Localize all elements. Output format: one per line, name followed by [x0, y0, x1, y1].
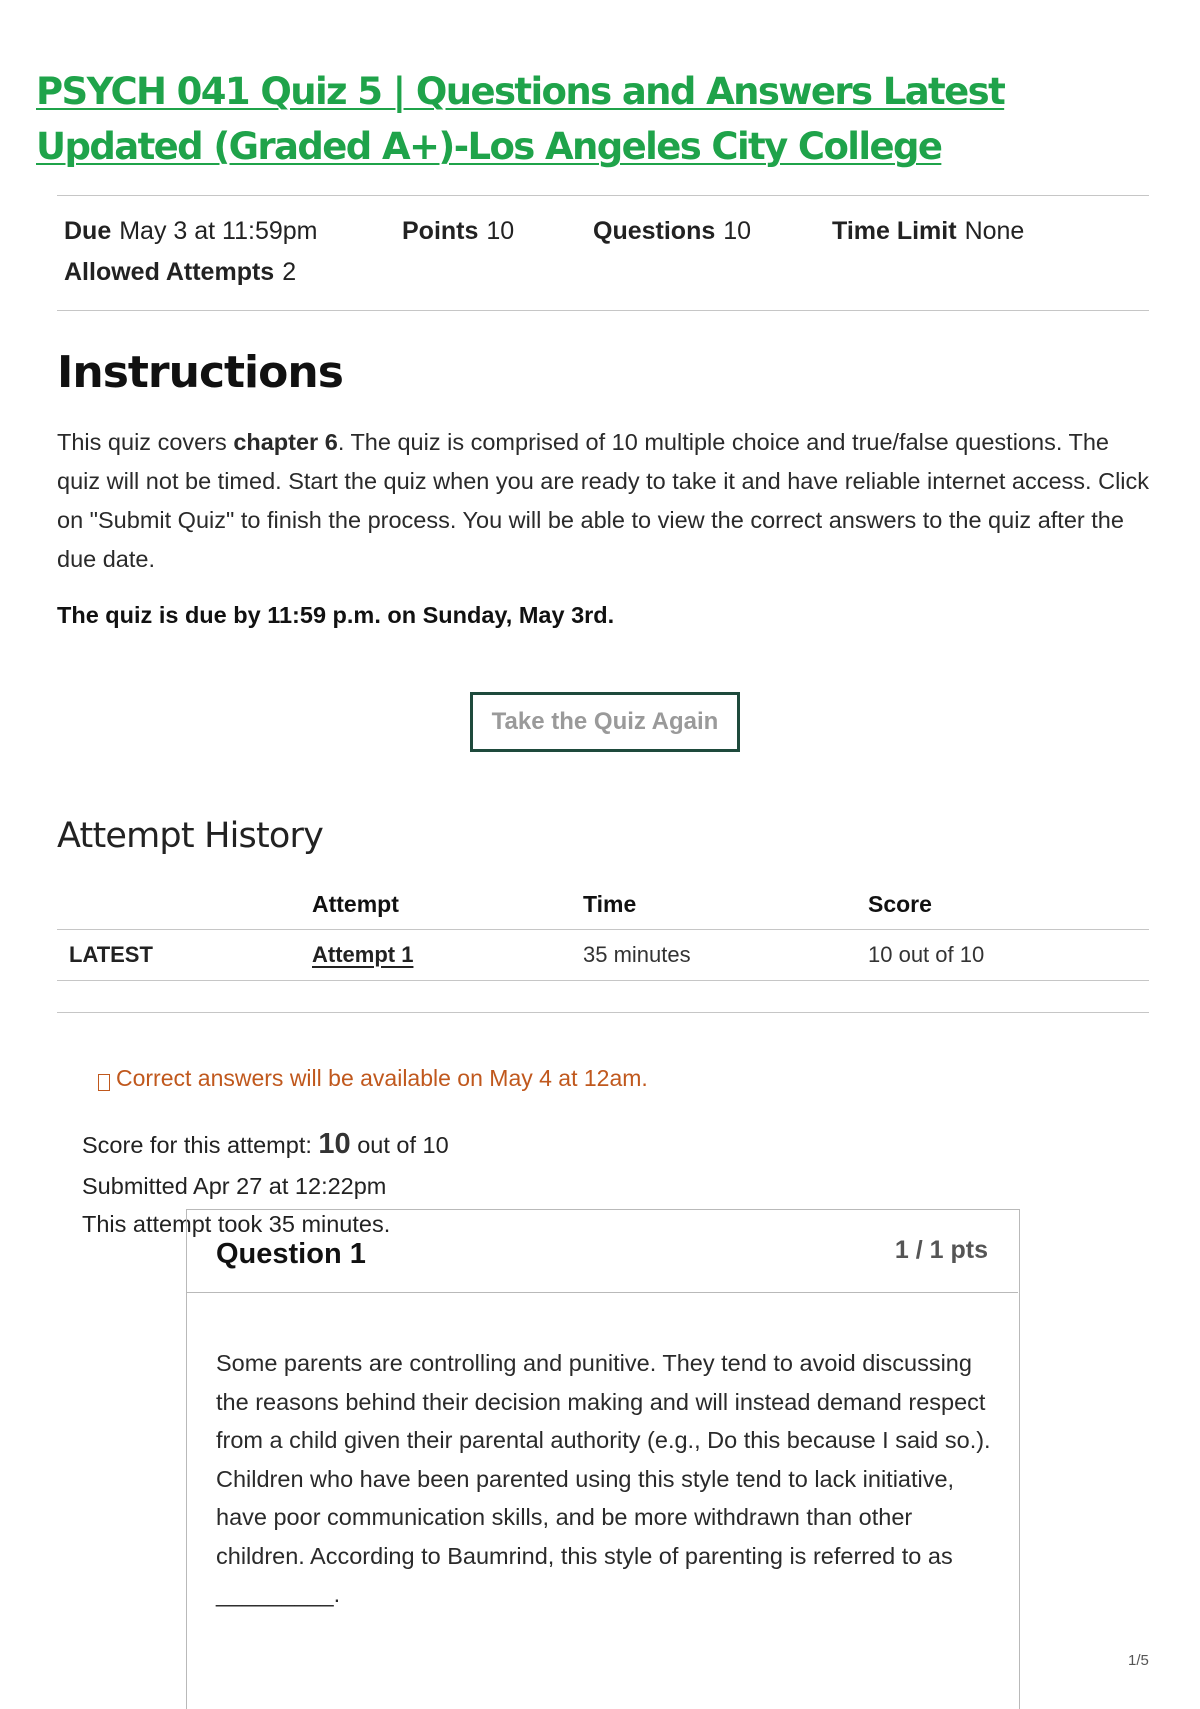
score-summary — [82, 1129, 449, 1160]
question-blank: _________ — [216, 1581, 334, 1607]
submitted-time: Submitted Apr 27 at 12:22pm — [82, 1173, 387, 1199]
detail-allowed-attempts-label: Allowed Attempts — [64, 258, 275, 286]
detail-due-value: May 3 at 11:59pm — [119, 217, 318, 245]
attempt-time: 35 minutes — [583, 930, 868, 981]
detail-questions-label: Questions — [593, 217, 716, 245]
detail-points-label: Points — [402, 217, 479, 245]
attempt-score: 10 out of 10 — [868, 930, 1149, 981]
score-prefix: Score for this attempt: — [82, 1132, 319, 1158]
column-header-badge — [57, 880, 312, 930]
instructions-chapter: chapter 6 — [233, 429, 338, 455]
take-quiz-again-button[interactable]: Take the Quiz Again — [470, 692, 740, 752]
instructions-body: . The quiz is comprised of 10 multiple choice and true/false questions. The quiz will not be timed. Start the quiz when you are ready to take it and have reliable internet access. Click on "Submit Quiz" to finish the process. You will be able to view the correct answers to the quiz after the due date. — [57, 429, 1150, 572]
detail-questions — [593, 216, 751, 246]
score-suffix: out of 10 — [350, 1132, 449, 1158]
detail-due-label: Due — [64, 217, 112, 245]
column-header-attempt: Attempt — [312, 880, 583, 930]
detail-due — [64, 216, 318, 246]
table-row — [57, 930, 1149, 981]
top-divider — [57, 195, 1149, 196]
instructions-heading: Instructions — [57, 347, 343, 398]
question-points: 1 / 1 pts — [894, 1236, 988, 1264]
details-divider — [57, 310, 1149, 311]
history-bottom-divider — [57, 1012, 1149, 1013]
latest-badge-text: LATEST — [69, 942, 153, 967]
attempt-1-link[interactable]: Attempt 1 — [312, 942, 414, 967]
column-header-score: Score — [868, 880, 1149, 930]
question-body: Some parents are controlling and punitive. They tend to avoid discussing the reasons behind their decision making and will instead demand respect from a child given their parental authority (e.g., Do this because I said so.). Children who have been parented using this style tend to lack initiative, have poor communication skills, and be more withdrawn than other children. According to Baumrind, this style of parenting is referred to as — [216, 1350, 991, 1569]
question-title: Question 1 — [216, 1238, 366, 1270]
correct-answers-notice — [98, 1063, 648, 1093]
table-header-row — [57, 880, 1149, 930]
instructions-intro: This quiz covers — [57, 429, 234, 455]
detail-time-limit-value: None — [964, 217, 1025, 245]
question-header — [187, 1210, 1018, 1293]
detail-points — [402, 216, 514, 246]
attempt-history-heading: Attempt History — [57, 816, 323, 856]
attempt-duration: This attempt took 35 minutes. — [82, 1211, 391, 1237]
detail-points-value: 10 — [486, 217, 515, 245]
detail-time-limit — [832, 216, 1024, 246]
due-note: The quiz is due by 11:59 p.m. on Sunday, May 3rd. — [57, 602, 615, 628]
detail-time-limit-label: Time Limit — [832, 217, 957, 245]
latest-badge — [57, 930, 312, 981]
attempt-cell — [312, 930, 583, 981]
column-header-time: Time — [583, 880, 868, 930]
page-number: 1/5 — [1128, 1652, 1149, 1669]
document-title[interactable]: PSYCH 041 Quiz 5 | Questions and Answers Latest Updated (Graded A+)-Los Angeles City College — [36, 70, 1005, 168]
question-text — [216, 1344, 1001, 1614]
attempt-history-table — [57, 880, 1149, 981]
detail-questions-value: 10 — [723, 217, 752, 245]
question-card — [186, 1209, 1020, 1709]
notice-box-icon — [98, 1074, 110, 1091]
notice-text: Correct answers will be available on May 4 at 12am. — [116, 1065, 648, 1091]
score-value: 10 — [318, 1128, 351, 1160]
question-end: . — [333, 1581, 341, 1607]
instructions-text — [57, 423, 1149, 579]
detail-allowed-attempts — [64, 257, 296, 287]
detail-allowed-attempts-value: 2 — [282, 258, 297, 286]
